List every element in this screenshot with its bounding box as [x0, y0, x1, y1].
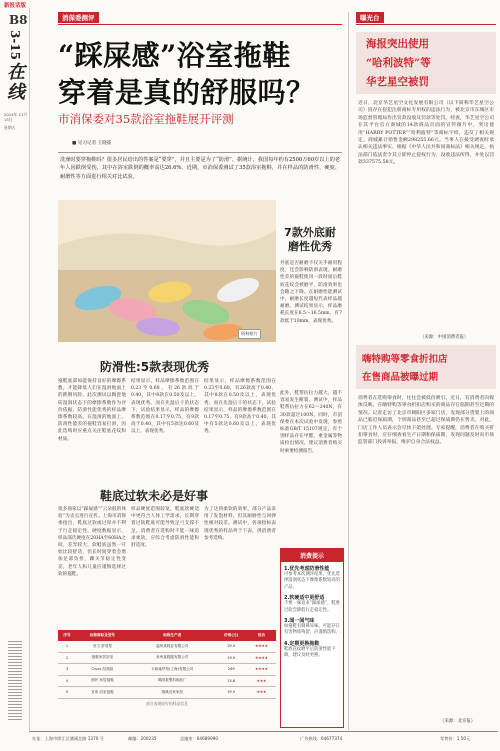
table-cell: 3 [58, 664, 76, 676]
masthead-divider [29, 8, 30, 733]
footer-phone: 总编室：64689990 [180, 736, 219, 741]
table-cell: 4 [58, 675, 76, 687]
story1-title-line-3: 华艺星空被罚 [366, 76, 429, 88]
table-row [58, 664, 276, 676]
photo-credit: 资料照片 [238, 329, 261, 339]
section-rule-right [356, 24, 496, 25]
softness-text-3: 为了达到柔软的效果，部分产品采用了发泡材料，但其耐磨性与回弹性相对较差。测试中，各项指标表现优秀的样品列于下表，供消费者参考选购。 [204, 507, 276, 541]
story1-body: 近日，北京华艺星空文化发展有限公司（以下简称华艺星空公司）因存在侵犯注册商标专用权的违法行为，被北京市东城区市场监督管理局作出罚款没收及罚款等处罚。经查，华艺星空公司在其平台官方商城的14款商品页面的宣传图片中，突出使用“HARRY POTTER”“哈利波特”等商标字样，违反了相关规定。商城累计销售金额298255.66元。当事人在接受调查时承认相关违法事实。根据《中华人民共和国商标法》相关规定，执法部门依法责令其立即停止侵权行为，没收违法所得，并处以罚款337575.58元。 [358, 101, 494, 166]
tip-heading: 4.定期更换拖鞋 [284, 640, 320, 647]
table-cell: 宜家 浴室拖鞋 [76, 687, 129, 699]
table-header-cell: 价格(元) [216, 630, 247, 641]
table-header-cell: 标称生产者 [129, 630, 216, 641]
footer-ad-hotline: 广告热线：64677374 [300, 736, 343, 741]
table-row [58, 652, 276, 664]
section-heading-wear-resistance: 7款外底耐磨性优秀 [284, 226, 336, 253]
masthead-brand: 在线 [4, 62, 25, 102]
softness-text-1: 很多商家以“踩屎感”“云朵般的体验”为卖点进行宣传。上海市消保委指出，鞋底过软或过厚并不利于行走稳定性。硬度数据显示，样品邵氏硬度在20HA至60HA之间，差异较大，软鞋底虽然一开始比较舒适，但长时间穿着会增加足部负担，踝关节稳定性变差，老年人和儿童应谨慎选择过软的拖鞋。 [58, 507, 126, 577]
tip-body: 如拖鞋有刺鼻异味，可能存在有害物质残留，应谨慎选购。 [284, 624, 340, 636]
table-cell: 5 [58, 687, 76, 699]
slippers-illustration [58, 200, 276, 342]
table-cell: 温州某鞋业有限公司 [129, 641, 216, 652]
masthead-date: 3-15 [8, 30, 22, 61]
table-cell: ★★★ [247, 675, 276, 687]
section-rule-left [58, 24, 342, 25]
story2-body: 消费者在选购零食时，往往会被低价吸引。近日，有消费者向媒体反映，在嗨特购等零食折扣店购买的商品存在临期甚至过期的情况。记者走访了北京市朝阳区多家门店，发现部分货架上的商品已临近保质期，个别商品甚至已超过保质期仍在售卖。对此，门店工作人员表示会尽快下架处理。专家提醒，消费者在购买折扣零食时，应仔细查看生产日期和保质期，发现问题及时向市场监管部门投诉举报，维护自身合法权益。 [358, 396, 494, 446]
tip-body: 不要一味追求“踩屎感”，鞋底过软会降低行走稳定性。 [284, 601, 340, 613]
table-cell: 揭阳某塑料制品厂 [129, 675, 216, 687]
consumer-tips-title: 消费提示 [281, 549, 343, 562]
table-source: 部分表现较好的样品信息 [146, 700, 188, 706]
tip-body: 鞋底花纹磨平后防滑性能下降，建议及时更换。 [284, 646, 336, 659]
section-tag-consumer-test: 消保委测评 [58, 12, 99, 23]
table-cell: ★★★★ [247, 664, 276, 676]
tip-heading: 2.软硬适中更舒适 [284, 595, 325, 602]
footer-postcode: 邮编：200235 [128, 736, 157, 741]
wear-text-1: 外底是否耐磨不仅关乎耐用程度，还会影响防滑表现。耐磨性差的拖鞋使用一段时间后鞋底花纹会被磨平，防滑效果也会随之下降。在耐磨性能测试中，耐磨长度越短代表样品越耐磨。测试结果显示，样品磨耗长度在6.5～16.5mm，有7款低于10mm，表现优秀。 [280, 261, 342, 324]
story1-title-line-1: 海报突出使用 [366, 38, 429, 50]
consumer-tips-list [281, 565, 343, 660]
table-header-cell: 综合 [247, 630, 276, 641]
softness-text-2: 样品硬度范围较宽，鞋底软硬适中更符合人体工学需求，长期穿着过软鞋底可能导致足弓支撑不足。消费者在选购时不能一味追求柔软，应综合考虑防滑性能和舒适度。 [131, 507, 199, 549]
story2-title-line-1: 嗨特购等零食折扣店 [362, 354, 448, 365]
slip-text-1: 拖鞋底部如能保持良好的摩擦系数，才能降低人们在湿滑地面上的跌倒风险。此次测试以陶瓷地砖湿润状态下的摩擦系数作为评价依据，防滑性能优秀的样品摩擦系数较高。在湿滑的地面上，防滑性能差的拖鞋容易打滑，因此选购时应重点关注鞋底花纹和材质。 [58, 379, 126, 442]
section-heading-softness: 鞋底过软未必是好事 [100, 489, 209, 503]
footer-address: 社址：上海市徐汇区漕溪北路 1370 号 [32, 736, 104, 741]
page-number: B8 [9, 13, 28, 27]
table-body [58, 641, 276, 698]
byline-rule [58, 152, 342, 153]
sample-table-grid [58, 630, 276, 699]
story2-title-line-2: 在售商品被曝过期 [362, 372, 439, 383]
table-cell: 2 [58, 652, 76, 664]
tip-body: 可参考本次测评结果，优先选择湿润状态下摩擦系数较高的产品。 [284, 572, 340, 590]
story2-source: （来源：北京报） [440, 719, 476, 724]
table-cell: 卡骆驰贸易(上海)有限公司 [129, 664, 216, 676]
table-cell: 朗莎 家居拖鞋 [76, 675, 129, 687]
table-cell: 1 [58, 641, 76, 652]
subtitle: 市消保委对35款浴室拖鞋展开评测 [58, 112, 234, 126]
byline: ■ 见习记者 王晓筱 [72, 141, 112, 146]
footer-price: 零售价：1.50元 [440, 736, 471, 741]
table-cell: 拖鞋家居浴室 [76, 652, 129, 664]
table-cell: 19.9 [216, 652, 247, 664]
consumer-tips-box [280, 548, 344, 728]
table-cell: 15.8 [216, 675, 247, 687]
side-barcode [8, 640, 22, 720]
table-cell: ★★★★ [247, 641, 276, 652]
headline-line-1: “踩屎感”浴室拖鞋 [58, 39, 291, 72]
story1-source: （来源：中国消费者报） [420, 335, 469, 340]
tip-heading: 1.优先考虑防滑性能 [284, 566, 330, 572]
headline-line-2: 穿着是真的舒服吗？ [58, 76, 315, 109]
masthead-small-date: 2024年 11月15日 [4, 112, 28, 122]
section-tag-exposure: 曝光台 [356, 12, 384, 23]
slip-text-3: 结果显示，样品摩擦系数范围在0.23至0.60，有26款高于0.40，其中8款在0.50及以上，表现优秀。而在先湿后干的状态下，试验结果显示，样品的摩擦系数范围在0.17至0.75，有9款高于0.40，其中有5款达0.60及以上，表现优秀。 [204, 379, 276, 435]
section-heading-slip-resistance: 防滑性:5款表现优秀 [100, 360, 210, 374]
masthead-weekday: 星期五 [4, 125, 16, 130]
table-cell: 瑞典宜家家居 [129, 687, 216, 699]
story1-title-line-2: “哈利波特”等 [366, 57, 431, 69]
table-row [58, 641, 276, 652]
table-cell: 29.9 [216, 641, 247, 652]
table-row [58, 675, 276, 687]
tip-heading: 3.闻一闻气味 [284, 618, 315, 625]
table-header-cell: 标称商标及型号 [76, 630, 129, 641]
wear-text-2: 此外，鞋帮抗拉力越大，越不容易发生断裂。测试中，样品鞋帮抗拉力在62～240N，有30款超过100N。同时，市消保委在本次试验中发现，参照标准GB/T 15107规定，有个别样品存在甲醛、重金属等物质检出情况，建议消费者购买时索要检测报告。 [280, 391, 342, 454]
table-cell: Crocs 经典款 [76, 664, 129, 676]
column-divider [348, 12, 349, 730]
table-cell: 泉州某鞋服有限公司 [129, 652, 216, 664]
table-cell: 回力 舒适型 [76, 641, 129, 652]
table-cell: ★★★★ [247, 652, 276, 664]
table-cell: 269 [216, 664, 247, 676]
lead-paragraph: 洗澡时要穿拖鞋吗？很多居民给出的答案是“要穿”，并且主要是为了“防滑”。据统计，我国每年约有2500万60岁以上的老年人因跌倒受伤，其中在浴室跌倒的概率高达26.6%。近期，市消保委测试了35款浴室拖鞋，并在样品的防滑性、硬度、耐磨性等方面进行相关对比试验。 [60, 157, 340, 180]
table-cell: 39.9 [216, 687, 247, 699]
slip-text-2: 结果显示，样品摩擦系数范围在0.23至0.60，有26款高于0.40，其中8款在0.50及以上，表现优秀。而在先湿后干的状态下，试验结果显示，样品的摩擦系数范围在0.17至0.75，有9款高于0.40，其中有5款达0.60及以上，表现优秀。 [131, 379, 199, 435]
table-row [58, 687, 276, 699]
sample-table [58, 630, 276, 707]
footer-rule [30, 731, 498, 732]
slippers-photo [58, 200, 276, 342]
table-cell: ★★★ [247, 687, 276, 699]
table-header-cell: 序号 [58, 630, 76, 641]
table-header-row [58, 630, 276, 641]
logo: 新报话版 [4, 3, 27, 9]
